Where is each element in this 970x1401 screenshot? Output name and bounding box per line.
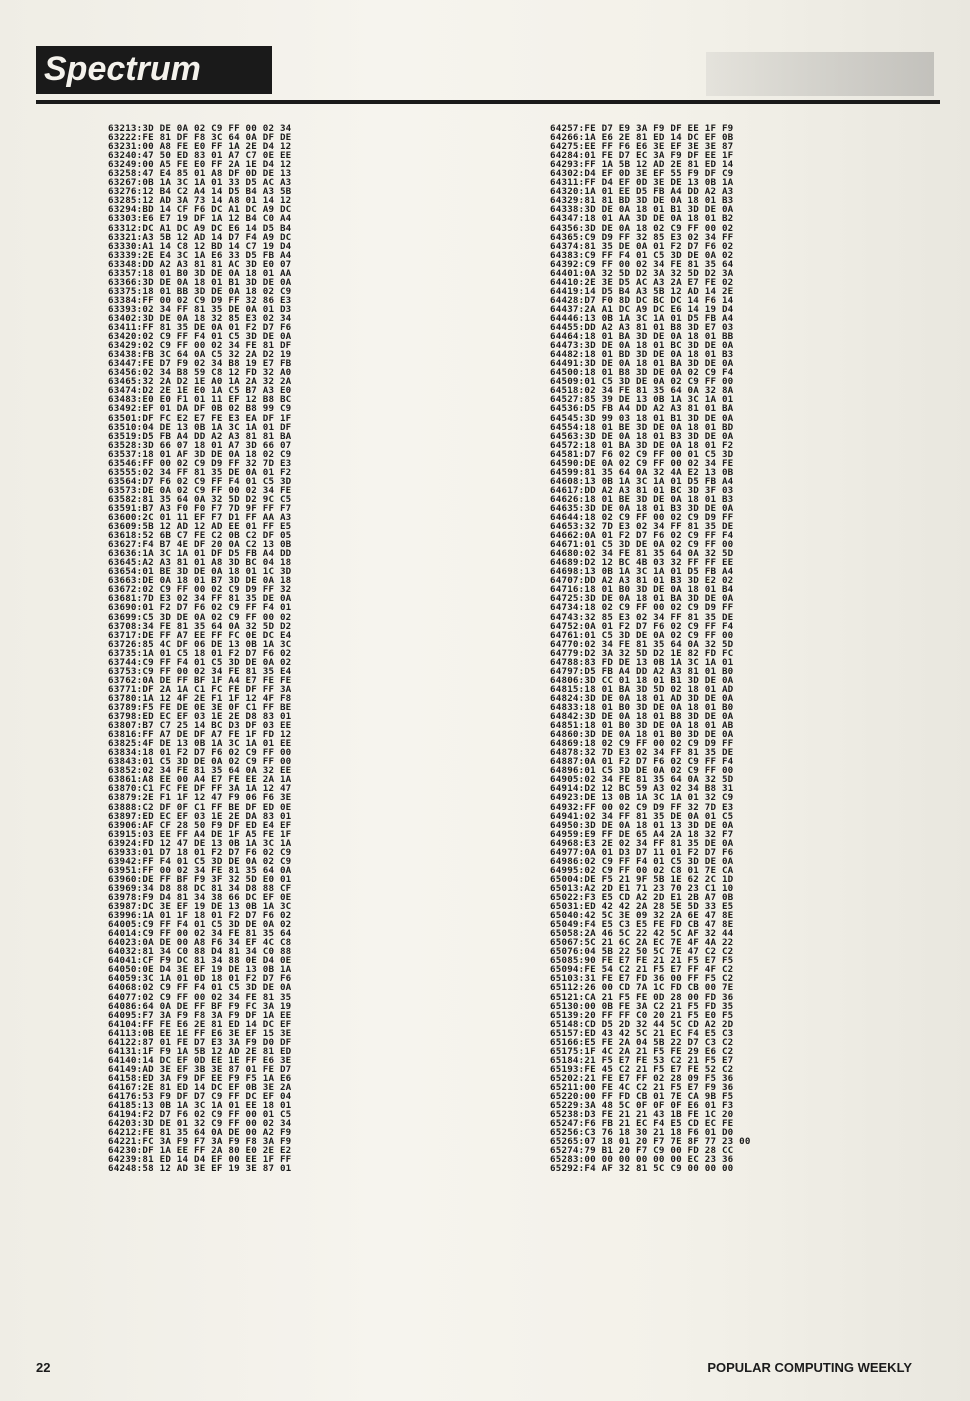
listing-line: 64203:3D DE 01 32 C9 FF 00 02 34 <box>108 1118 292 1130</box>
listing-line: 63420:02 C9 FF F4 01 C5 3D DE 0A <box>108 331 292 343</box>
listing-line: 64410:2E 3E D5 AC A3 2A E7 FE 02 <box>550 276 734 288</box>
listing-line: 63240:47 50 ED 83 01 A7 C7 0E EE <box>108 150 292 162</box>
listing-line: 64320:1A 01 EE D5 FB A4 DD A2 A3 <box>550 186 734 198</box>
listing-line: 63726:85 4C DF 06 DE 13 0B 1A 3C <box>108 638 292 650</box>
listing-line: 65112:26 00 CD 7A 1C FD CB 00 7E <box>550 982 734 994</box>
listing-line: 64761:01 C5 3D DE 0A 02 C9 FF 00 <box>550 629 734 641</box>
listing-line: 63690:01 F2 D7 F6 02 C9 FF F4 01 <box>108 602 292 614</box>
listing-line: 64734:18 02 C9 FF 00 02 C9 D9 FF <box>550 602 734 614</box>
listing-line: 64716:18 01 B0 3D DE 0A 18 01 B4 <box>550 584 734 596</box>
listing-line: 64545:3D 99 03 18 01 B1 3D DE 0A <box>550 412 734 424</box>
listing-line: 64167:2E 81 ED 14 DC EF 0B 3E 2A <box>108 1081 292 1093</box>
listing-line: 65103:31 FE E7 FD 36 00 FF F5 C2 <box>550 973 734 985</box>
listing-line: 64077:02 C9 FF 00 02 34 FE 81 35 <box>108 991 292 1003</box>
listing-line: 63501:DF FC E2 E7 FE E3 EA DF 1F <box>108 412 292 424</box>
listing-line: 63870:C1 FC FE DF FF 3A 1A 12 47 <box>108 783 292 795</box>
listing-line: 63591:B7 A3 F0 F0 F7 7D 9F FF F7 <box>108 502 292 514</box>
listing-line: 63942:FF F4 01 C5 3D DE 0A 02 C9 <box>108 855 292 867</box>
listing-line: 65067:5C 21 6C 2A EC 7E 4F 4A 22 <box>550 937 734 949</box>
listing-line: 63294:BD 14 CF F6 DC A1 DC A9 DC <box>108 204 292 216</box>
listing-line: 63366:3D DE 0A 18 01 B1 3D DE 0A <box>108 276 292 288</box>
listing-line: 63393:02 34 FF 81 35 DE 0A 01 D3 <box>108 303 292 315</box>
listing-line: 63312:DC A1 DC A9 DC E6 14 D5 B4 <box>108 222 292 234</box>
listing-line: 64851:18 01 B0 3D DE 0A 18 01 AB <box>550 720 734 732</box>
listing-line: 64563:3D DE 0A 18 01 B3 3D DE 0A <box>550 430 734 442</box>
hex-listing-left <box>108 124 291 1173</box>
listing-line: 64158:ED 3A F9 DF EE F9 F5 1A E6 <box>108 1072 292 1084</box>
listing-line: 65283:00 00 00 00 00 00 EC 23 36 <box>550 1154 734 1166</box>
listing-line: 64194:F2 D7 F6 02 C9 FF 00 01 C5 <box>108 1109 292 1121</box>
listing-line: 63447:FE D7 F9 02 34 B8 19 E7 FB <box>108 358 292 370</box>
section-title: Spectrum <box>44 50 201 88</box>
listing-line: 63357:18 01 B0 3D DE 0A 18 01 AA <box>108 267 292 279</box>
listing-line: 65094:FE 54 C2 21 F5 E7 FF 4F C2 <box>550 964 734 976</box>
listing-line: 64149:AD 3E EF 3B 3E 87 01 FE D7 <box>108 1063 292 1075</box>
listing-line: 63321:A3 5B 12 AD 14 D7 F4 A9 DC <box>108 231 292 243</box>
listing-line: 63258:47 E4 85 01 A8 DF 0D DE 13 <box>108 168 292 180</box>
listing-line: 64023:0A DE 00 A8 F6 34 EF 4C C8 <box>108 937 292 949</box>
listing-line: 64536:D5 FB A4 DD A2 A3 81 01 BA <box>550 403 734 415</box>
listing-line: 65292:F4 AF 32 81 5C C9 00 00 00 <box>550 1163 734 1175</box>
listing-line: 64869:18 02 C9 FF 00 02 C9 D9 FF <box>550 738 734 750</box>
hex-listing-right <box>550 124 751 1173</box>
listing-line: 65157:ED 43 42 5C 21 EC F4 E5 C3 <box>550 1027 734 1039</box>
listing-line: 65247:F6 FB 21 EC F4 E5 CD EC FE <box>550 1118 734 1130</box>
listing-line: 64185:13 0B 1A 3C 1A 01 EE 18 01 <box>108 1100 292 1112</box>
listing-line: 64338:3D DE 0A 18 01 B1 3D DE 0A <box>550 204 734 216</box>
listing-line: 65202:21 FE E7 FF 02 28 09 F5 36 <box>550 1072 734 1084</box>
listing-line: 63798:ED EC EF 03 1E 2E D8 83 01 <box>108 711 292 723</box>
listing-line: 63465:32 2A D2 1E A0 1A 2A 32 2A <box>108 376 292 388</box>
listing-line: 63996:1A 01 1F 18 01 F2 D7 F6 02 <box>108 910 292 922</box>
listing-line: 63213:3D DE 0A 02 C9 FF 00 02 34 <box>108 123 292 134</box>
listing-line: 64788:83 FD DE 13 0B 1A 3C 1A 01 <box>550 656 734 668</box>
listing-line: 63330:A1 14 C8 12 BD 14 C7 19 D4 <box>108 240 292 252</box>
listing-line: 64140:14 DC EF 0D EE 1E FF E6 3E <box>108 1054 292 1066</box>
listing-line: 63627:F4 B7 4E DF 20 0A C2 13 0B <box>108 539 292 551</box>
listing-line: 64599:81 35 64 0A 32 4A E2 13 0B <box>550 466 734 478</box>
listing-line: 64995:02 C9 FF 00 02 C8 01 7E CA <box>550 864 734 876</box>
listing-line: 63762:0A DE FF BF 1F A4 E7 FE FE <box>108 674 292 686</box>
listing-line: 63699:C5 3D DE 0A 02 C9 FF 00 02 <box>108 611 292 623</box>
listing-line: 63879:2E F1 1F 12 47 F9 06 F6 3E <box>108 792 292 804</box>
listing-line: 64743:32 85 E3 02 34 FF 81 35 DE <box>550 611 734 623</box>
listing-line: 65058:2A 46 5C 22 42 5C AF 32 44 <box>550 928 734 940</box>
listing-line: 63249:00 A5 FE E0 FF 2A 1E D4 12 <box>108 159 292 171</box>
listing-line: 63537:18 01 AF 3D DE 0A 18 02 C9 <box>108 448 292 460</box>
listing-line: 65265:07 18 01 20 F7 7E 8F 77 23 00 <box>550 1136 751 1148</box>
listing-line: 64491:3D DE 0A 18 01 BA 3D DE 0A <box>550 358 734 370</box>
listing-line: 65031:ED 42 42 2A 28 5E 5D 33 E5 <box>550 901 734 913</box>
listing-line: 65175:1F 4C 2A 21 F5 FE 29 E6 C2 <box>550 1045 734 1057</box>
listing-line: 64500:18 01 B8 3D DE 0A 02 C9 F4 <box>550 367 734 379</box>
listing-line: 63897:ED EC EF 03 1E 2E DA 83 01 <box>108 810 292 822</box>
listing-line: 64905:02 34 FE 81 35 64 0A 32 5D <box>550 774 734 786</box>
listing-line: 65004:DE F5 21 9F 5B 1E 62 2C 1D <box>550 873 734 885</box>
listing-line: 63600:2C 01 11 EF F7 D1 FF AA A3 <box>108 512 292 524</box>
listing-line: 63654:01 BE 3D DE 0A 18 01 1C 3D <box>108 566 292 578</box>
listing-line: 63645:A2 A3 81 01 A8 3D BC 04 18 <box>108 557 292 569</box>
listing-line: 65076:04 5B 22 50 5C 7E 47 C2 C2 <box>550 946 734 958</box>
listing-line: 65193:FE 45 C2 21 F5 E7 FE 52 C2 <box>550 1063 734 1075</box>
listing-line: 64131:1F F9 1A 5B 12 AD 2E 81 ED <box>108 1045 292 1057</box>
listing-line: 64671:01 C5 3D DE 0A 02 C9 FF 00 <box>550 539 734 551</box>
listing-line: 64437:2A A1 DC A9 DC E6 14 19 D4 <box>550 303 734 315</box>
listing-line: 63708:34 FE 81 35 64 0A 32 5D D2 <box>108 620 292 632</box>
listing-line: 65238:D3 FE 21 21 43 1B FE 1C 20 <box>550 1109 734 1121</box>
listing-line: 63456:02 34 B8 59 C8 12 FD 32 A0 <box>108 367 292 379</box>
listing-line: 64977:0A 01 D3 D7 11 01 F2 D7 F6 <box>550 846 734 858</box>
listing-line: 63843:01 C5 3D DE 0A 02 C9 FF 00 <box>108 756 292 768</box>
listing-line: 63780:1A 12 4F 2E F1 1F 12 4F F8 <box>108 692 292 704</box>
listing-line: 64455:DD A2 A3 81 01 B8 3D E7 03 <box>550 322 734 334</box>
listing-line: 63888:C2 DF 0F C1 FF BE DF ED 0E <box>108 801 292 813</box>
listing-line: 64365:C9 D9 FF 32 85 E3 02 34 FF <box>550 231 734 243</box>
listing-line: 63303:E6 E7 19 DF 1A 12 B4 C0 A4 <box>108 213 292 225</box>
listing-line: 64815:18 01 BA 3D 5D 02 18 01 AD <box>550 683 734 695</box>
listing-line: 63951:FF 00 02 34 FE 81 35 64 0A <box>108 864 292 876</box>
listing-line: 64032:81 34 C0 88 D4 81 34 C0 88 <box>108 946 292 958</box>
listing-line: 63429:02 C9 FF 00 02 34 FE 81 DF <box>108 340 292 352</box>
listing-line: 63960:DE FF BF F9 3F 32 5D E0 01 <box>108 873 292 885</box>
listing-line: 63663:DE 0A 18 01 B7 3D DE 0A 18 <box>108 575 292 587</box>
listing-line: 64581:D7 F6 02 C9 FF 00 01 C5 3D <box>550 448 734 460</box>
listing-line: 64401:0A 32 5D D2 3A 32 5D D2 3A <box>550 267 734 279</box>
listing-line: 63681:7D E3 02 34 FF 81 35 DE 0A <box>108 593 292 605</box>
listing-line: 64941:02 34 FF 81 35 DE 0A 01 C5 <box>550 810 734 822</box>
listing-line: 63375:18 01 BB 3D DE 0A 18 02 C9 <box>108 285 292 297</box>
publication-name: POPULAR COMPUTING WEEKLY <box>707 1360 912 1375</box>
listing-line: 65085:90 FE E7 FE 21 21 F5 E7 F5 <box>550 955 734 967</box>
listing-line: 63834:18 01 F2 D7 F6 02 C9 FF 00 <box>108 747 292 759</box>
listing-line: 63789:F5 FE DE 0E 3E 0F C1 FF BE <box>108 702 292 713</box>
listing-line: 63924:FD 12 47 DE 13 0B 1A 3C 1A <box>108 837 292 849</box>
listing-line: 64842:3D DE 0A 18 01 B8 3D DE 0A <box>550 711 734 723</box>
listing-line: 63933:01 D7 18 01 F2 D7 F6 02 C9 <box>108 846 292 858</box>
listing-line: 63906:AF CF 28 50 F9 DF ED E4 EF <box>108 819 292 831</box>
header-rule <box>36 100 940 104</box>
listing-line: 63492:EF 01 DA DF 0B 02 B8 99 C9 <box>108 403 292 415</box>
listing-line: 64824:3D DE 0A 18 01 AD 3D DE 0A <box>550 692 734 704</box>
listing-line: 63825:4F DE 13 0B 1A 3C 1A 01 EE <box>108 738 292 750</box>
listing-line: 64887:0A 01 F2 D7 F6 02 C9 FF F4 <box>550 756 734 768</box>
listing-line: 64329:81 81 BD 3D DE 0A 18 01 B3 <box>550 195 734 207</box>
listing-line: 65130:00 0B FE 3A C2 21 F5 FD 35 <box>550 1000 734 1012</box>
listing-line: 63528:3D 66 07 18 01 A7 3D 66 07 <box>108 439 292 451</box>
listing-line: 64959:E9 FF DE 65 A4 2A 18 32 F7 <box>550 828 734 840</box>
listing-line: 64239:81 ED 14 D4 EF 00 EE 1F FF <box>108 1154 292 1166</box>
listing-line: 64230:DF 1A EE FF 2A 80 E0 2E E2 <box>108 1145 292 1157</box>
listing-line: 63753:C9 FF 00 02 34 FE 81 35 E4 <box>108 665 292 677</box>
listing-line: 63231:00 A8 FE E0 FF 1A 2E D4 12 <box>108 141 292 153</box>
listing-line: 64680:02 34 FE 81 35 64 0A 32 5D <box>550 548 734 560</box>
listing-line: 64419:14 D5 B4 A3 5B 12 AD 14 2E <box>550 285 734 297</box>
listing-line: 64005:C9 FF F4 01 C5 3D DE 0A 02 <box>108 919 292 931</box>
listing-line: 63816:FF A7 DE DF A7 FE 1F FD 12 <box>108 729 292 741</box>
listing-line: 63807:B7 C7 25 14 BC D3 DF 03 EE <box>108 720 292 732</box>
listing-line: 64221:FC 3A F9 F7 3A F9 F8 3A F9 <box>108 1136 292 1148</box>
listing-line: 63582:81 35 64 0A 32 5D D2 9C C5 <box>108 493 292 505</box>
listing-line: 65121:CA 21 F5 FE 0D 28 00 FD 36 <box>550 991 734 1003</box>
listing-line: 63618:52 6B C7 FE C2 0B C2 DF 05 <box>108 530 292 542</box>
listing-line: 64662:0A 01 F2 D7 F6 02 C9 FF F4 <box>550 530 734 542</box>
listing-line: 63735:1A 01 C5 18 01 F2 D7 F6 02 <box>108 647 292 659</box>
listing-line: 64914:D2 12 BC 59 A3 02 34 B8 31 <box>550 783 734 795</box>
listing-line: 63555:02 34 FF 81 35 DE 0A 01 F2 <box>108 466 292 478</box>
listing-line: 65166:E5 FE 2A 04 5B 22 D7 C3 C2 <box>550 1036 734 1048</box>
listing-line: 64518:02 34 FE 81 35 64 0A 32 8A <box>550 385 734 397</box>
listing-line: 63744:C9 FF F4 01 C5 3D DE 0A 02 <box>108 656 292 668</box>
listing-line: 64311:FF D4 EF 0D 3E DE 13 0B 1A <box>550 177 734 189</box>
listing-line: 64626:18 01 BE 3D DE 0A 18 01 B3 <box>550 493 734 505</box>
listing-line: 64383:C9 FF F4 01 C5 3D DE 0A 02 <box>550 249 734 261</box>
listing-line: 65040:42 5C 3E 09 32 2A 6E 47 8E <box>550 910 734 922</box>
listing-line: 64374:81 35 DE 0A 01 F2 D7 F6 02 <box>550 240 734 252</box>
listing-line: 64707:DD A2 A3 81 01 B3 3D E2 02 <box>550 575 734 587</box>
listing-line: 63384:FF 00 02 C9 D9 FF 32 86 E3 <box>108 294 292 306</box>
listing-line: 64644:18 02 C9 FF 00 02 C9 D9 FF <box>550 512 734 524</box>
listing-line: 65220:00 FF FD CB 01 7E CA 9B F5 <box>550 1091 734 1103</box>
listing-line: 64068:02 C9 FF F4 01 C5 3D DE 0A <box>108 982 292 994</box>
listing-line: 64392:C9 FF 00 02 34 FE 81 35 64 <box>550 258 734 270</box>
listing-line: 64482:18 01 BD 3D DE 0A 18 01 B3 <box>550 349 734 361</box>
listing-line: 63969:34 D8 88 DC 81 34 D8 88 CF <box>108 882 292 894</box>
listing-line: 63717:DE FF A7 EE FF FC 0E DC E4 <box>108 629 292 641</box>
listing-line: 64509:01 C5 3D DE 0A 02 C9 FF 00 <box>550 376 734 388</box>
listing-line: 65013:A2 2D E1 71 23 70 23 C1 10 <box>550 882 734 894</box>
listing-line: 63573:DE 0A 02 C9 FF 00 02 34 FE <box>108 484 292 496</box>
listing-line: 63438:FB 3C 64 0A C5 32 2A D2 19 <box>108 349 292 361</box>
listing-line: 63519:D5 FB A4 DD A2 A3 81 81 BA <box>108 430 292 442</box>
listing-line: 63987:DC 3E EF 19 DE 13 0B 1A 3C <box>108 901 292 913</box>
listing-line: 64473:3D DE 0A 18 01 BC 3D DE 0A <box>550 340 734 352</box>
listing-line: 64797:D5 FB A4 DD A2 A3 81 01 B0 <box>550 665 734 677</box>
listing-line: 64176:53 F9 DF D7 C9 FF DC EF 04 <box>108 1091 292 1103</box>
listing-line: 64932:FF 00 02 C9 D9 FF 32 7D E3 <box>550 801 734 813</box>
listing-line: 64428:D7 F0 8D DC BC DC 14 F6 14 <box>550 294 734 306</box>
listing-line: 64086:64 0A DE FF BF F9 FC 3A 19 <box>108 1000 292 1012</box>
listing-line: 64104:FF FE E6 2E 81 ED 14 DC EF <box>108 1018 292 1030</box>
listing-line: 64347:18 01 AA 3D DE 0A 18 01 B2 <box>550 213 734 225</box>
listing-line: 64284:01 FE D7 EC 3A F9 DF EE 1F <box>550 150 734 162</box>
listing-line: 65148:CD D5 2D 32 44 5C CD A2 2D <box>550 1018 734 1030</box>
listing-line: 64770:02 34 FE 81 35 64 0A 32 5D <box>550 638 734 650</box>
listing-line: 64986:02 C9 FF F4 01 C5 3D DE 0A <box>550 855 734 867</box>
listing-line: 64860:3D DE 0A 18 01 B0 3D DE 0A <box>550 729 734 741</box>
listing-line: 63474:D2 2E 1E E0 1A C5 B7 A3 E0 <box>108 385 292 397</box>
listing-line: 63564:D7 F6 02 C9 FF F4 01 C5 3D <box>108 475 292 487</box>
listing-line: 63852:02 34 FE 81 35 64 0A 32 EE <box>108 765 292 777</box>
listing-line: 63483:E0 E0 F1 01 11 EF 12 B8 BC <box>108 394 292 406</box>
listing-line: 65211:00 FE 4C C2 21 F5 E7 F9 36 <box>550 1081 734 1093</box>
listing-line: 64212:FE 81 35 64 0A DE 00 A2 F9 <box>108 1127 292 1139</box>
listing-line: 64302:D4 EF 0D 3E EF 55 F9 DF C9 <box>550 168 734 180</box>
listing-line: 64248:58 12 AD 3E EF 19 3E 87 01 <box>108 1163 292 1175</box>
listing-line: 64950:3D DE 0A 18 01 13 3D DE 0A <box>550 819 734 831</box>
bleed-through-box <box>706 52 934 96</box>
listing-line: 65274:79 B1 20 F7 C9 00 FD 28 CC <box>550 1145 734 1157</box>
listing-line: 63402:3D DE 0A 18 32 85 E3 02 34 <box>108 312 292 324</box>
listing-line: 65184:21 F5 E7 FE 53 C2 21 F5 E7 <box>550 1054 734 1066</box>
listing-line: 64617:DD A2 A3 81 01 BC 3D 3F 03 <box>550 484 734 496</box>
listing-line: 64878:32 7D E3 02 34 FF 81 35 DE <box>550 747 734 759</box>
listing-line: 64266:1A E6 2E 81 ED 14 DC EF 0B <box>550 132 734 144</box>
listing-line: 64059:3C 1A 01 0D 18 01 F2 D7 F6 <box>108 973 292 985</box>
listing-line: 64113:0B EE 1E FF E6 3E EF 15 3E <box>108 1027 292 1039</box>
listing-line: 64779:D2 3A 32 5D D2 1E 82 FD FC <box>550 647 734 659</box>
listing-line: 64554:18 01 BE 3D DE 0A 18 01 BD <box>550 421 734 433</box>
listing-line: 64635:3D DE 0A 18 01 B3 3D DE 0A <box>550 502 734 514</box>
listing-line: 64806:3D CC 01 18 01 B1 3D DE 0A <box>550 674 734 686</box>
listing-line: 64689:D2 12 BC 4B 03 32 FF FF EE <box>550 557 734 569</box>
listing-line: 63411:FF 81 35 DE 0A 01 F2 D7 F6 <box>108 322 292 334</box>
listing-line: 64041:CF F9 DC 81 34 88 0E D4 0E <box>108 955 292 967</box>
listing-line: 64275:EE FF F6 E6 3E EF 3E 3E 87 <box>550 141 734 153</box>
listing-line: 64014:C9 FF 00 02 34 FE 81 35 64 <box>108 928 292 940</box>
listing-line: 65049:F4 E5 C3 E5 FE FD CB 47 8E <box>550 919 734 931</box>
listing-line: 64257:FE D7 E9 3A F9 DF EE 1F F9 <box>550 123 734 134</box>
listing-line: 63285:12 AD 3A 73 14 A8 01 14 12 <box>108 195 292 207</box>
listing-line: 63276:12 B4 C2 A4 14 D5 B4 A3 5B <box>108 186 292 198</box>
listing-line: 63267:0B 1A 3C 1A 01 33 D5 AC A3 <box>108 177 292 189</box>
listing-line: 63636:1A 3C 1A 01 DF D5 FB A4 DD <box>108 548 292 560</box>
listing-line: 65139:20 FF FF C0 20 21 F5 E0 F5 <box>550 1009 734 1021</box>
listing-line: 63222:FE 81 DF F8 3C 64 0A DF DE <box>108 132 292 144</box>
listing-line: 65229:3A 48 5C 0F 0F 0F E6 01 F3 <box>550 1100 734 1112</box>
listing-line: 64122:87 01 FE D7 E3 3A F9 D0 DF <box>108 1036 292 1048</box>
listing-line: 65022:F3 E5 CD A2 2D E1 2B A7 0B <box>550 891 734 903</box>
listing-line: 63348:DD A2 A3 81 81 AC 3D E0 07 <box>108 258 292 270</box>
listing-line: 63915:03 EE FF A4 DE 1F A5 FE 1F <box>108 828 292 840</box>
listing-line: 64923:DE 13 0B 1A 3C 1A 01 32 C9 <box>550 792 734 804</box>
listing-line: 64833:18 01 B0 3D DE 0A 18 01 B0 <box>550 702 734 713</box>
listing-line: 64653:32 7D E3 02 34 FF 81 35 DE <box>550 521 734 533</box>
listing-line: 63546:FF 00 02 C9 D9 FF 32 7D E3 <box>108 457 292 469</box>
listing-line: 63978:F9 D4 81 34 38 66 DC EF 0E <box>108 891 292 903</box>
listing-line: 64527:85 39 DE 13 0B 1A 3C 1A 01 <box>550 394 734 406</box>
listing-line: 63339:2E E4 3C 1A E6 33 D5 FB A4 <box>108 249 292 261</box>
listing-line: 63861:A8 EE 00 A4 E7 FE EE 2A 1A <box>108 774 292 786</box>
page-number: 22 <box>36 1360 51 1375</box>
listing-line: 63510:04 DE 13 0B 1A 3C 1A 01 DF <box>108 421 292 433</box>
listing-line: 64464:18 01 BA 3D DE 0A 18 01 BB <box>550 331 734 343</box>
listing-line: 63609:5B 12 AD 12 AD EE 01 FF E5 <box>108 521 292 533</box>
listing-line: 64572:18 01 BA 3D DE 0A 18 01 F2 <box>550 439 734 451</box>
listing-line: 63672:02 C9 FF 00 02 C9 D9 FF 32 <box>108 584 292 596</box>
listing-line: 65256:C3 76 18 30 21 18 F6 01 D0 <box>550 1127 734 1139</box>
listing-line: 64050:0E D4 3E EF 19 DE 13 0B 1A <box>108 964 292 976</box>
listing-line: 64725:3D DE 0A 18 01 BA 3D DE 0A <box>550 593 734 605</box>
listing-line: 64590:DE 0A 02 C9 FF 00 02 34 FE <box>550 457 734 469</box>
listing-line: 64356:3D DE 0A 18 02 C9 FF 00 02 <box>550 222 734 234</box>
listing-line: 64968:E3 2E 02 34 FF 81 35 DE 0A <box>550 837 734 849</box>
listing-line: 64095:F7 3A F9 F8 3A F9 DF 1A EE <box>108 1009 292 1021</box>
listing-line: 64752:0A 01 F2 D7 F6 02 C9 FF F4 <box>550 620 734 632</box>
listing-line: 64698:13 0B 1A 3C 1A 01 D5 FB A4 <box>550 566 734 578</box>
listing-line: 64293:FF 1A 5B 12 AD 2E 81 ED 14 <box>550 159 734 171</box>
listing-line: 63771:DF 2A 1A C1 FC FE DF FF 3A <box>108 683 292 695</box>
listing-line: 64446:13 0B 1A 3C 1A 01 D5 FB A4 <box>550 312 734 324</box>
listing-line: 64896:01 C5 3D DE 0A 02 C9 FF 00 <box>550 765 734 777</box>
listing-line: 64608:13 0B 1A 3C 1A 01 D5 FB A4 <box>550 475 734 487</box>
